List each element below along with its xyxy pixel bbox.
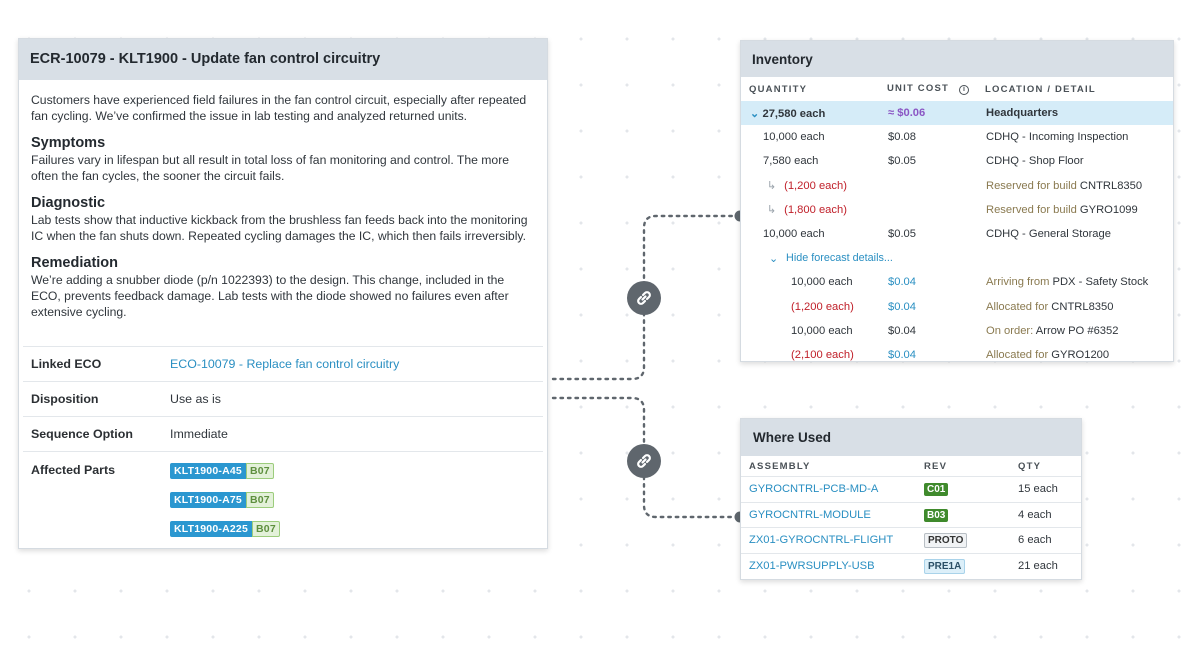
forecast-prefix: Arriving from	[986, 276, 1050, 289]
unit-cost-header-label: UNIT COST	[887, 83, 949, 94]
forecast-row	[741, 295, 1173, 319]
qty-cell: 21 each	[1018, 559, 1058, 572]
forecast-qty: (1,200 each)	[791, 300, 854, 313]
forecast-detail: Arrow PO #6352	[1035, 324, 1119, 337]
summary-location: Headquarters	[986, 107, 1059, 120]
where-used-card	[740, 418, 1082, 580]
forecast-prefix: On order:	[986, 324, 1034, 337]
forecast-qty: 10,000 each	[791, 324, 853, 337]
reservation-prefix: Reserved for build	[986, 179, 1077, 192]
summary-cost: ≈ $0.06	[888, 107, 926, 120]
sub-arrow-icon: ↳	[767, 204, 777, 217]
inventory-cost: $0.08	[888, 131, 916, 144]
forecast-row	[741, 343, 1173, 367]
forecast-cost: $0.04	[888, 276, 916, 289]
where-used-title: Where Used	[741, 419, 1081, 456]
remediation-text: We’re adding a snubber diode (p/n 1022393) to the design. This change, included in the ECO, prevents feedback damage. Lab tests with the diode showed no failures even after extensive cycling.	[31, 273, 509, 319]
linked-eco-row	[23, 346, 543, 381]
qty-cell: 4 each	[1018, 508, 1052, 521]
inventory-title: Inventory	[741, 41, 1173, 77]
disposition-row	[23, 381, 543, 416]
forecast-detail: GYRO1200	[1051, 348, 1110, 361]
rev-cell	[924, 483, 1018, 495]
part-tag[interactable]	[170, 463, 280, 479]
quantity-header: QUANTITY	[749, 83, 808, 95]
where-used-row	[741, 502, 1081, 528]
affected-parts-list	[170, 463, 280, 537]
part-revision: B07	[252, 521, 280, 537]
rev-header: REV	[924, 460, 948, 472]
forecast-location	[986, 349, 1173, 361]
inventory-header	[741, 77, 1173, 101]
forecast-qty: 10,000 each	[791, 276, 853, 289]
inventory-summary-row[interactable]	[741, 101, 1173, 125]
reservation-location	[986, 180, 1173, 192]
reservation-prefix: Reserved for build	[986, 203, 1077, 216]
affected-parts-row	[23, 451, 543, 551]
part-revision: B07	[246, 463, 274, 479]
reservation-row	[741, 198, 1173, 222]
where-used-row	[741, 527, 1081, 553]
where-used-header	[741, 456, 1081, 476]
info-icon[interactable]: i	[959, 85, 969, 95]
disposition-label: Disposition	[31, 392, 99, 406]
forecast-location	[986, 276, 1173, 288]
rev-badge: PROTO	[924, 533, 967, 548]
forecast-detail: CNTRL8350	[1051, 300, 1114, 313]
part-number: KLT1900-A75	[170, 492, 246, 508]
inventory-row	[741, 149, 1173, 173]
unit-cost-header	[887, 83, 985, 95]
inventory-qty: 10,000 each	[763, 228, 825, 241]
forecast-prefix: Allocated for	[986, 348, 1049, 361]
inventory-location: CDHQ - Incoming Inspection	[986, 131, 1129, 144]
reservation-qty	[767, 203, 888, 216]
reservation-build: GYRO1099	[1079, 203, 1138, 216]
affected-parts-label: Affected Parts	[31, 463, 116, 477]
where-used-row	[741, 476, 1081, 502]
part-number: KLT1900-A225	[170, 521, 252, 537]
reservation-qty-value: (1,200 each)	[784, 180, 847, 193]
rev-cell	[924, 509, 1018, 521]
forecast-row	[741, 270, 1173, 294]
forecast-row	[741, 319, 1173, 343]
assembly-link[interactable]: GYROCNTRL-PCB-MD-A	[749, 483, 879, 496]
reservation-qty-value: (1,800 each)	[784, 204, 847, 217]
reservation-location	[986, 204, 1173, 216]
linked-eco-link[interactable]: ECO-10079 - Replace fan control circuitry	[170, 357, 400, 371]
inventory-row	[741, 222, 1173, 246]
inventory-cost: $0.05	[888, 155, 916, 168]
sequence-option-label: Sequence Option	[31, 427, 133, 441]
chevron-down-icon[interactable]: ⌄	[769, 252, 779, 265]
rev-cell	[924, 534, 1018, 546]
ecr-description	[19, 80, 547, 320]
link-icon[interactable]	[627, 281, 661, 315]
reservation-qty	[767, 179, 888, 192]
sub-arrow-icon: ↳	[767, 180, 777, 193]
remediation-heading: Remediation	[31, 255, 119, 271]
ecr-fields	[19, 346, 547, 551]
forecast-cost: $0.04	[888, 324, 916, 337]
ecr-title: ECR-10079 - KLT1900 - Update fan control circuitry	[19, 39, 547, 80]
inventory-cost: $0.05	[888, 228, 916, 241]
sequence-option-value: Immediate	[170, 427, 228, 441]
diagnostic-text: Lab tests show that inductive kickback from the brushless fan feeds back into the monitoring IC when the fan shuts down. Repeated cycling damages the IC, which then fails irreversibly.	[31, 213, 528, 243]
qty-cell: 6 each	[1018, 534, 1052, 547]
disposition-value: Use as is	[170, 392, 221, 406]
inventory-location: CDHQ - Shop Floor	[986, 155, 1084, 168]
reservation-row	[741, 174, 1173, 198]
qty-cell: 15 each	[1018, 483, 1058, 496]
linked-eco-label: Linked ECO	[31, 357, 102, 371]
part-revision: B07	[246, 492, 274, 508]
ecr-intro: Customers have experienced field failures in the fan control circuit, especially after repeated fan cycling. We’ve confirmed the issue in lab testing and analyzed returned units.	[31, 93, 527, 123]
forecast-prefix: Allocated for	[986, 300, 1049, 313]
link-icon[interactable]	[627, 444, 661, 478]
forecast-toggle[interactable]	[741, 246, 1173, 270]
symptoms-text: Failures vary in lifespan but all result in total loss of fan monitoring and control. The more often the fan cycles, the sooner the circuit fails.	[31, 153, 510, 183]
forecast-cost: $0.04	[888, 300, 916, 313]
inventory-row	[741, 125, 1173, 149]
inventory-location: CDHQ - General Storage	[986, 228, 1111, 241]
assembly-link[interactable]: ZX01-PWRSUPPLY-USB	[749, 559, 875, 572]
chevron-down-icon[interactable]: ⌄	[750, 107, 760, 120]
rev-badge: C01	[924, 483, 948, 496]
location-header: LOCATION / DETAIL	[985, 83, 1096, 95]
assembly-link[interactable]: GYROCNTRL-MODULE	[749, 508, 871, 521]
assembly-header: ASSEMBLY	[749, 460, 811, 472]
inventory-qty: 10,000 each	[763, 131, 825, 144]
symptoms-heading: Symptoms	[31, 135, 106, 151]
forecast-location	[986, 325, 1173, 337]
part-number: KLT1900-A45	[170, 463, 246, 479]
inventory-qty: 7,580 each	[763, 155, 819, 168]
inventory-card	[740, 40, 1174, 362]
where-used-row	[741, 553, 1081, 579]
part-tag[interactable]	[170, 521, 280, 537]
ecr-card	[18, 38, 548, 549]
forecast-detail: PDX - Safety Stock	[1052, 276, 1149, 289]
forecast-location	[986, 301, 1173, 313]
assembly-link[interactable]: ZX01-GYROCNTRL-FLIGHT	[749, 534, 894, 547]
qty-header: QTY	[1018, 460, 1042, 472]
rev-badge: B03	[924, 509, 948, 522]
reservation-build: CNTRL8350	[1079, 179, 1143, 192]
part-tag[interactable]	[170, 492, 280, 508]
diagnostic-heading: Diagnostic	[31, 195, 106, 211]
summary-qty-value: 27,580 each	[762, 107, 826, 120]
rev-cell	[924, 560, 1018, 572]
forecast-cost: $0.04	[888, 348, 916, 361]
forecast-qty: (2,100 each)	[791, 348, 854, 361]
sequence-option-row	[23, 416, 543, 451]
rev-badge: PRE1A	[924, 559, 965, 574]
summary-qty	[750, 107, 888, 120]
forecast-toggle-label[interactable]: Hide forecast details...	[786, 252, 893, 265]
